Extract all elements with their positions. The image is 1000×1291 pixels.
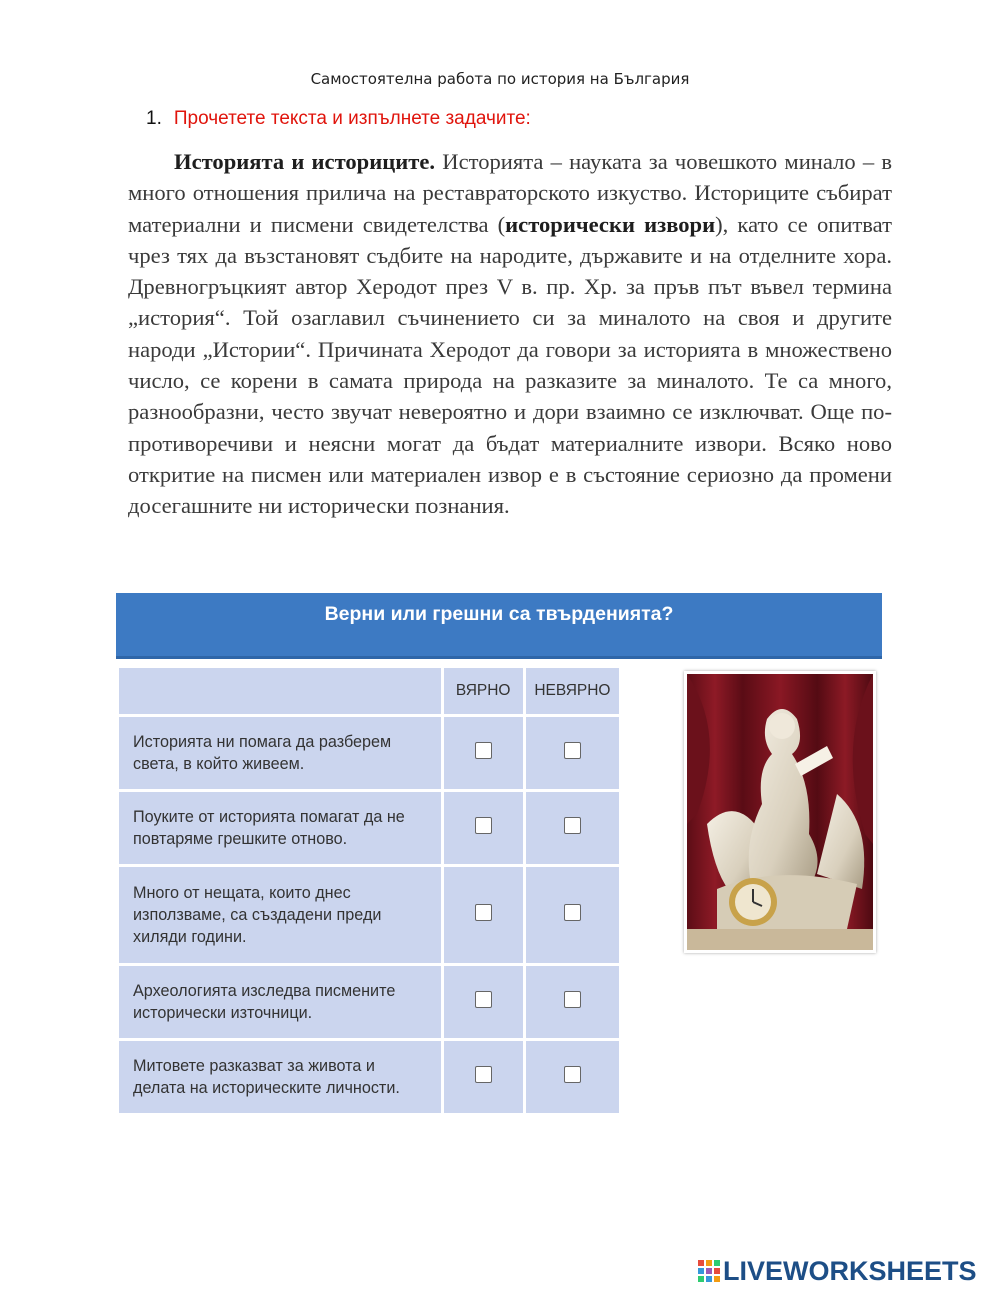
checkbox-true-2[interactable] — [475, 817, 492, 834]
checkbox-true-4[interactable] — [475, 991, 492, 1008]
table-row — [119, 966, 619, 1038]
true-cell — [444, 717, 523, 789]
checkbox-false-4[interactable] — [564, 991, 581, 1008]
passage-text-part1: Историята – науката за човешкото минало – в много отношения прилича на реставраторското изкуство. Историците събират материални и писмени свидетелства ( — [128, 149, 892, 237]
clio-statue-image — [684, 671, 876, 953]
false-cell — [526, 1041, 619, 1113]
table-row — [119, 1041, 619, 1113]
checkbox-true-3[interactable] — [475, 904, 492, 921]
table-row — [119, 792, 619, 864]
false-cell — [526, 867, 619, 963]
column-true-header: ВЯРНО — [444, 668, 523, 714]
liveworksheets-logo — [698, 1255, 977, 1287]
checkbox-false-1[interactable] — [564, 742, 581, 759]
header-blank-cell — [119, 668, 441, 714]
true-cell — [444, 792, 523, 864]
task-instruction-text: Прочетете текста и изпълнете задачите: — [173, 108, 531, 129]
task-number: 1. — [146, 108, 162, 129]
passage-heading: Историята и историците. — [174, 149, 436, 174]
reading-passage — [128, 146, 892, 522]
table-header-row — [119, 668, 619, 714]
passage-text-part2: ), като се опитват чрез тях да възстановят съдбите на народите, държавите и на отделните хора. Древногръцкият автор Херодот през V в. пр. Хр. за пръв път въвел термина „история“. Той озаглавил съчинението си за миналото на своя и другите народи „Истории“. Причината Херодот да говори за историята в множествено число, се корени в самата природа на разказите за миналото. Те са много, разнообразни, често звучат невероятно и дори взаимно се изключват. Още по-противоречиви и неясни могат да бъдат материалните извори. Всяко ново откритие на писмен или материален извор е в състояние сериозно да промени досегашните ни исторически познания. — [128, 211, 892, 519]
true-false-table — [116, 665, 622, 1116]
true-cell — [444, 1041, 523, 1113]
statement-text: Поуките от историята помагат да не повтаряме грешките отново. — [119, 792, 441, 864]
quiz-title: Верни или грешни са твърденията? — [324, 603, 674, 625]
checkbox-true-1[interactable] — [475, 742, 492, 759]
false-cell — [526, 792, 619, 864]
statement-text: Много от нещата, които днес използваме, са създадени преди хиляди години. — [119, 867, 441, 963]
quiz-header — [116, 593, 882, 659]
false-cell — [526, 966, 619, 1038]
brand-name: LIVEWORKSHEETS — [723, 1255, 977, 1286]
true-cell — [444, 867, 523, 963]
statue-head — [769, 713, 795, 739]
statement-text: Историята ни помага да разберем света, в който живеем. — [119, 717, 441, 789]
table-row — [119, 867, 619, 963]
checkbox-false-2[interactable] — [564, 817, 581, 834]
statement-text: Митовете разказват за живота и делата на историческите личности. — [119, 1041, 441, 1113]
table-row — [119, 717, 619, 789]
checkbox-false-3[interactable] — [564, 904, 581, 921]
page-title: Самостоятелна работа по история на България — [310, 70, 690, 88]
false-cell — [526, 717, 619, 789]
checkbox-false-5[interactable] — [564, 1066, 581, 1083]
passage-emphasis: исторически извори — [505, 211, 716, 237]
logo-grid-icon — [698, 1260, 720, 1282]
checkbox-true-5[interactable] — [475, 1066, 492, 1083]
column-false-header: НЕВЯРНО — [526, 668, 619, 714]
task-instruction — [146, 108, 531, 130]
pedestal — [687, 929, 873, 950]
true-cell — [444, 966, 523, 1038]
statue-illustration — [687, 674, 873, 950]
statement-text: Археологията изследва писмените исторически източници. — [119, 966, 441, 1038]
